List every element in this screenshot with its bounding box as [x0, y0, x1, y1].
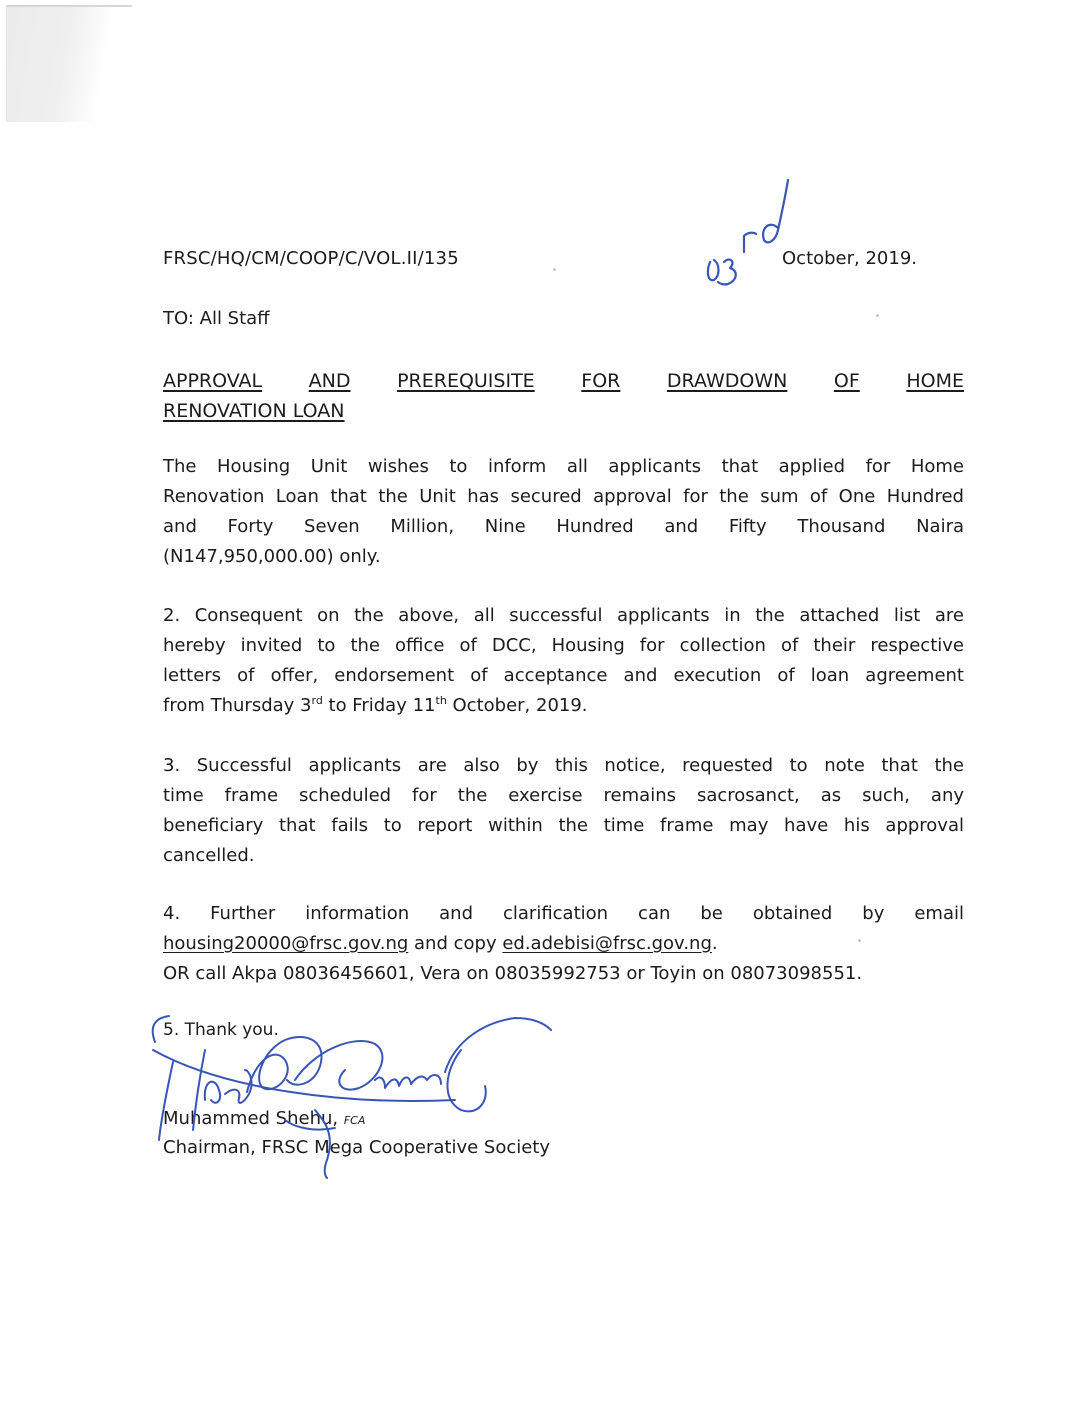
paragraph-1 [163, 452, 964, 572]
paragraph-line: 4. Further information and clarification can be obtained by email [163, 903, 964, 924]
scan-speck [876, 314, 879, 317]
date-to-text: to Friday 11 [322, 695, 436, 716]
paragraph-line: and Forty Seven Million, Nine Hundred and Fifty Thousand Naira [163, 516, 964, 537]
signer-title: Chairman, FRSC Mega Cooperative Society [163, 1137, 551, 1158]
ordinal-suffix: rd [311, 694, 323, 707]
paragraph-3 [163, 751, 964, 871]
paragraph-line: beneficiary that fails to report within the time frame may have his approval [163, 815, 964, 836]
paragraph-2 [163, 601, 964, 721]
date-from-text: from Thursday 3 [163, 695, 312, 716]
paragraph-line-emails [163, 929, 964, 959]
reference-number: FRSC/HQ/CM/COOP/C/VOL.II/135 [163, 248, 459, 269]
email-link-housing[interactable]: housing20000@frsc.gov.ng [163, 933, 409, 954]
paragraph-line: 2. Consequent on the above, all successful applicants in the attached list are [163, 605, 964, 626]
subject-word: PREREQUISITE [397, 370, 535, 392]
email-link-adebisi[interactable]: ed.adebisi@frsc.gov.ng [502, 933, 712, 954]
email-connector-text: and copy [408, 933, 503, 954]
paragraph-line: hereby invited to the office of DCC, Housing for collection of their respective [163, 635, 964, 656]
paragraph-line: Renovation Loan that the Unit has secured approval for the sum of One Hundred [163, 486, 964, 507]
closing-line: 5. Thank you. [163, 1020, 279, 1040]
subject-line-1 [163, 366, 964, 396]
paragraph-line-dates [163, 691, 964, 721]
paragraph-line: time frame scheduled for the exercise remains sacrosanct, as such, any [163, 785, 964, 806]
paragraph-line: letters of offer, endorsement of acceptance and execution of loan agreement [163, 665, 964, 686]
subject-line-2: RENOVATION LOAN [163, 400, 345, 422]
letter-date: October, 2019. [782, 248, 918, 269]
signer-credential: FCA [343, 1114, 366, 1127]
paragraph-line: cancelled. [163, 845, 255, 866]
ordinal-suffix: th [435, 694, 447, 707]
date-month-text: October, 2019. [446, 695, 588, 716]
paragraph-line: The Housing Unit wishes to inform all applicants that applied for Home [163, 456, 964, 477]
paragraph-line: 3. Successful applicants are also by this notice, requested to note that the [163, 755, 964, 776]
paragraph-4 [163, 899, 964, 989]
signer-name [163, 1108, 365, 1129]
subject-word: DRAWDOWN [666, 370, 788, 392]
subject-word: OF [833, 370, 860, 392]
scan-speck [553, 268, 556, 271]
paragraph-line: (N147,950,000.00) only. [163, 546, 381, 567]
handwritten-day [700, 172, 830, 292]
punctuation: . [711, 933, 718, 954]
scan-speck [858, 939, 861, 942]
subject-word: APPROVAL [163, 370, 263, 392]
signer-name-text: Muhammed Shehu, [163, 1108, 339, 1129]
subject-heading [163, 366, 964, 426]
subject-word: HOME [906, 370, 964, 392]
recipient-line: TO: All Staff [163, 308, 270, 329]
phone-contacts-line: OR call Akpa 08036456601, Vera on 08035992753 or Toyin on 08073098551. [163, 963, 863, 984]
subject-word: FOR [581, 370, 621, 392]
subject-word: AND [308, 370, 351, 392]
scan-shadow-artifact [6, 5, 132, 122]
